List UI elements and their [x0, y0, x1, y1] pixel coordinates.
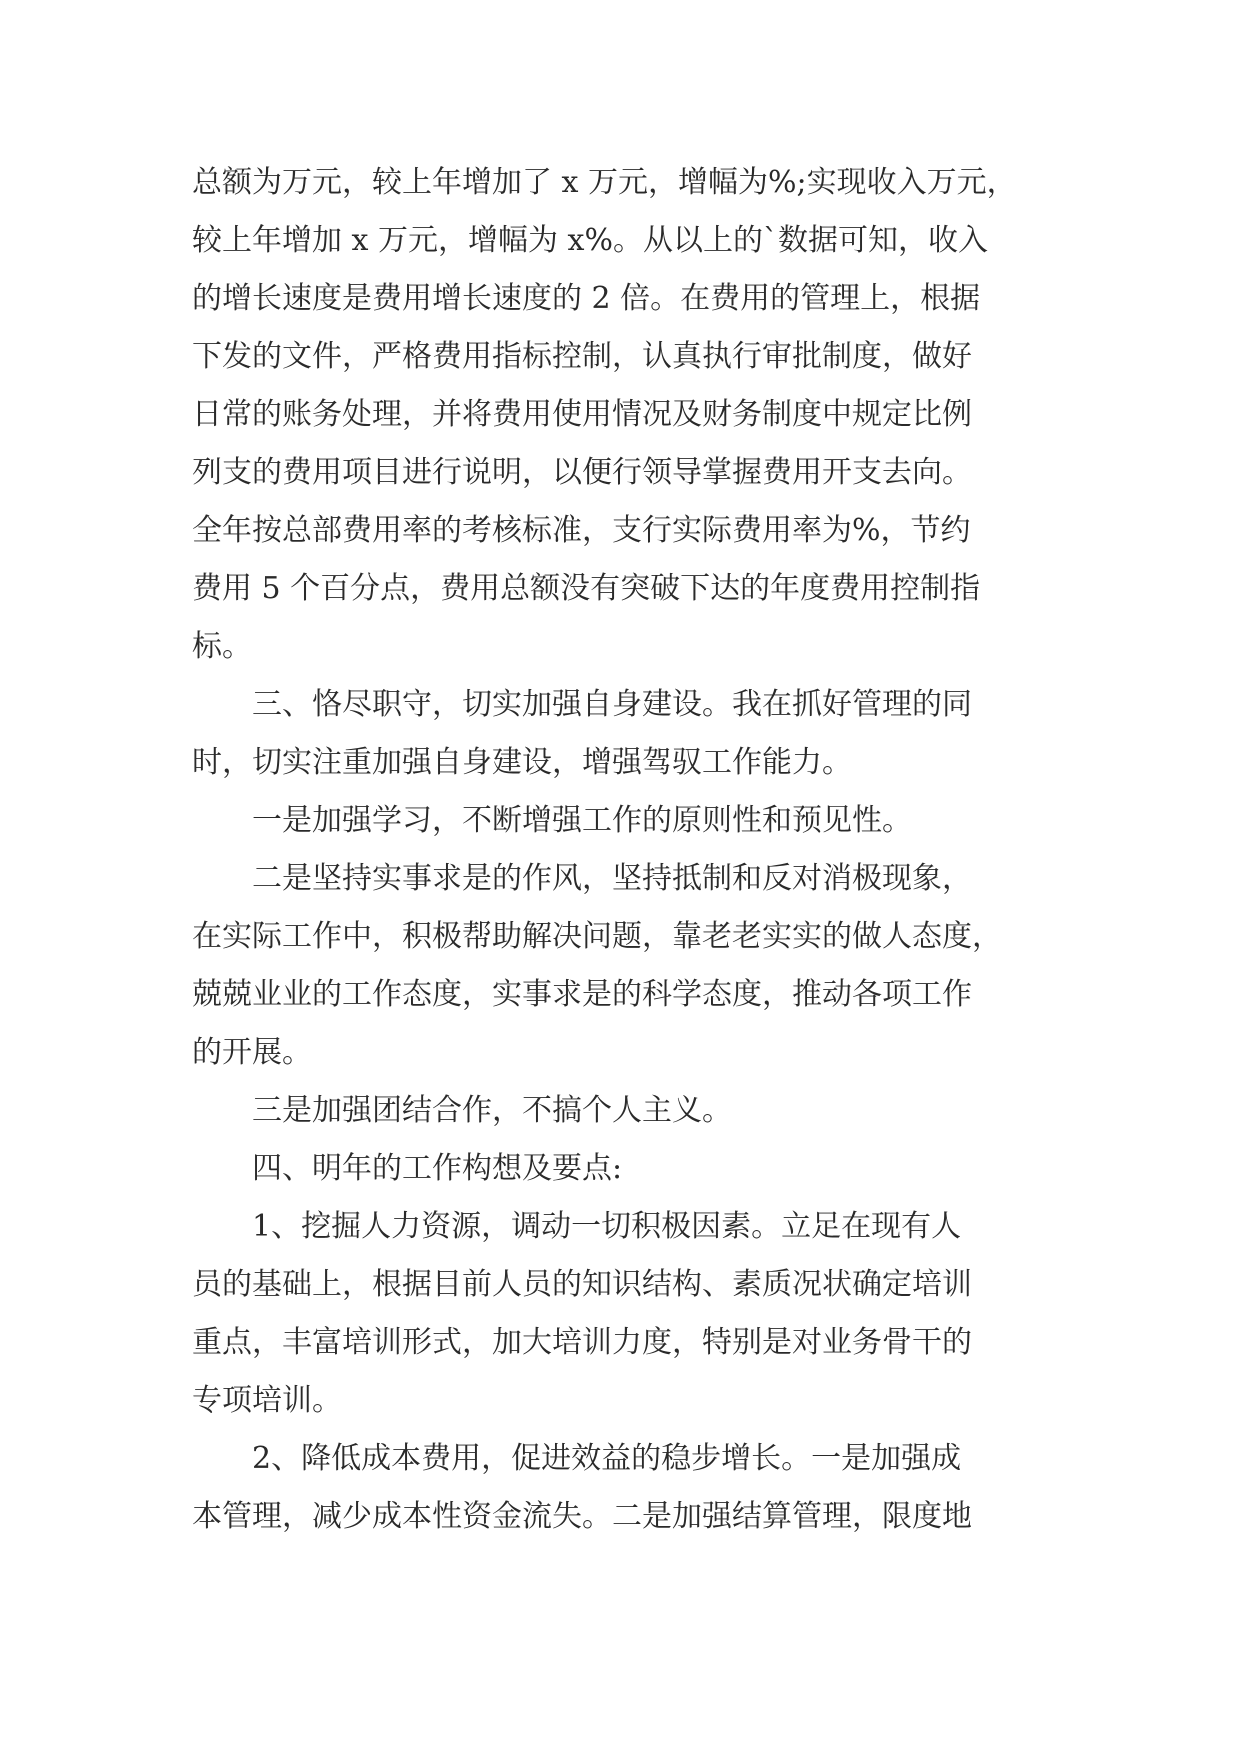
text-line: 标。 — [192, 629, 252, 664]
text-line: 的开展。 — [192, 1035, 312, 1070]
text-line: 在实际工作中，积极帮助解决问题，靠老老实实的做人态度， — [192, 919, 1002, 954]
text-line: 时，切实注重加强自身建设，增强驾驭工作能力。 — [192, 745, 852, 780]
text-line: 下发的文件，严格费用指标控制，认真执行审批制度，做好 — [192, 339, 972, 374]
text-line: 二是坚持实事求是的作风，坚持抵制和反对消极现象， — [192, 861, 972, 896]
text-line: 总额为万元，较上年增加了 x 万元，增幅为%;实现收入万元， — [192, 165, 1017, 200]
text-line: 2、降低成本费用，促进效益的稳步增长。一是加强成 — [192, 1441, 962, 1476]
text-line: 本管理，减少成本性资金流失。二是加强结算管理，限度地 — [192, 1499, 972, 1534]
text-line: 的增长速度是费用增长速度的 2 倍。在费用的管理上，根据 — [192, 281, 981, 316]
text-line: 专项培训。 — [192, 1383, 342, 1418]
text-line: 重点，丰富培训形式，加大培训力度，特别是对业务骨干的 — [192, 1325, 972, 1360]
text-line: 三是加强团结合作，不搞个人主义。 — [192, 1093, 732, 1128]
document-body — [192, 154, 1062, 1546]
text-line: 日常的账务处理，并将费用使用情况及财务制度中规定比例 — [192, 397, 972, 432]
text-line: 三、恪尽职守，切实加强自身建设。我在抓好管理的同 — [192, 687, 972, 722]
text-line: 员的基础上，根据目前人员的知识结构、素质况状确定培训 — [192, 1267, 972, 1302]
text-line: 全年按总部费用率的考核标准，支行实际费用率为%，节约 — [192, 513, 971, 548]
text-line: 较上年增加 x 万元，增幅为 x%。从以上的`数据可知，收入 — [192, 223, 988, 258]
text-line: 费用 5 个百分点，费用总额没有突破下达的年度费用控制指 — [192, 571, 981, 606]
text-line: 列支的费用项目进行说明，以便行领导掌握费用开支去向。 — [192, 455, 972, 490]
text-line: 兢兢业业的工作态度，实事求是的科学态度，推动各项工作 — [192, 977, 972, 1012]
text-line: 1、挖掘人力资源，调动一切积极因素。立足在现有人 — [192, 1209, 962, 1244]
text-line: 一是加强学习，不断增强工作的原则性和预见性。 — [192, 803, 912, 838]
text-line: 四、明年的工作构想及要点: — [192, 1151, 623, 1186]
